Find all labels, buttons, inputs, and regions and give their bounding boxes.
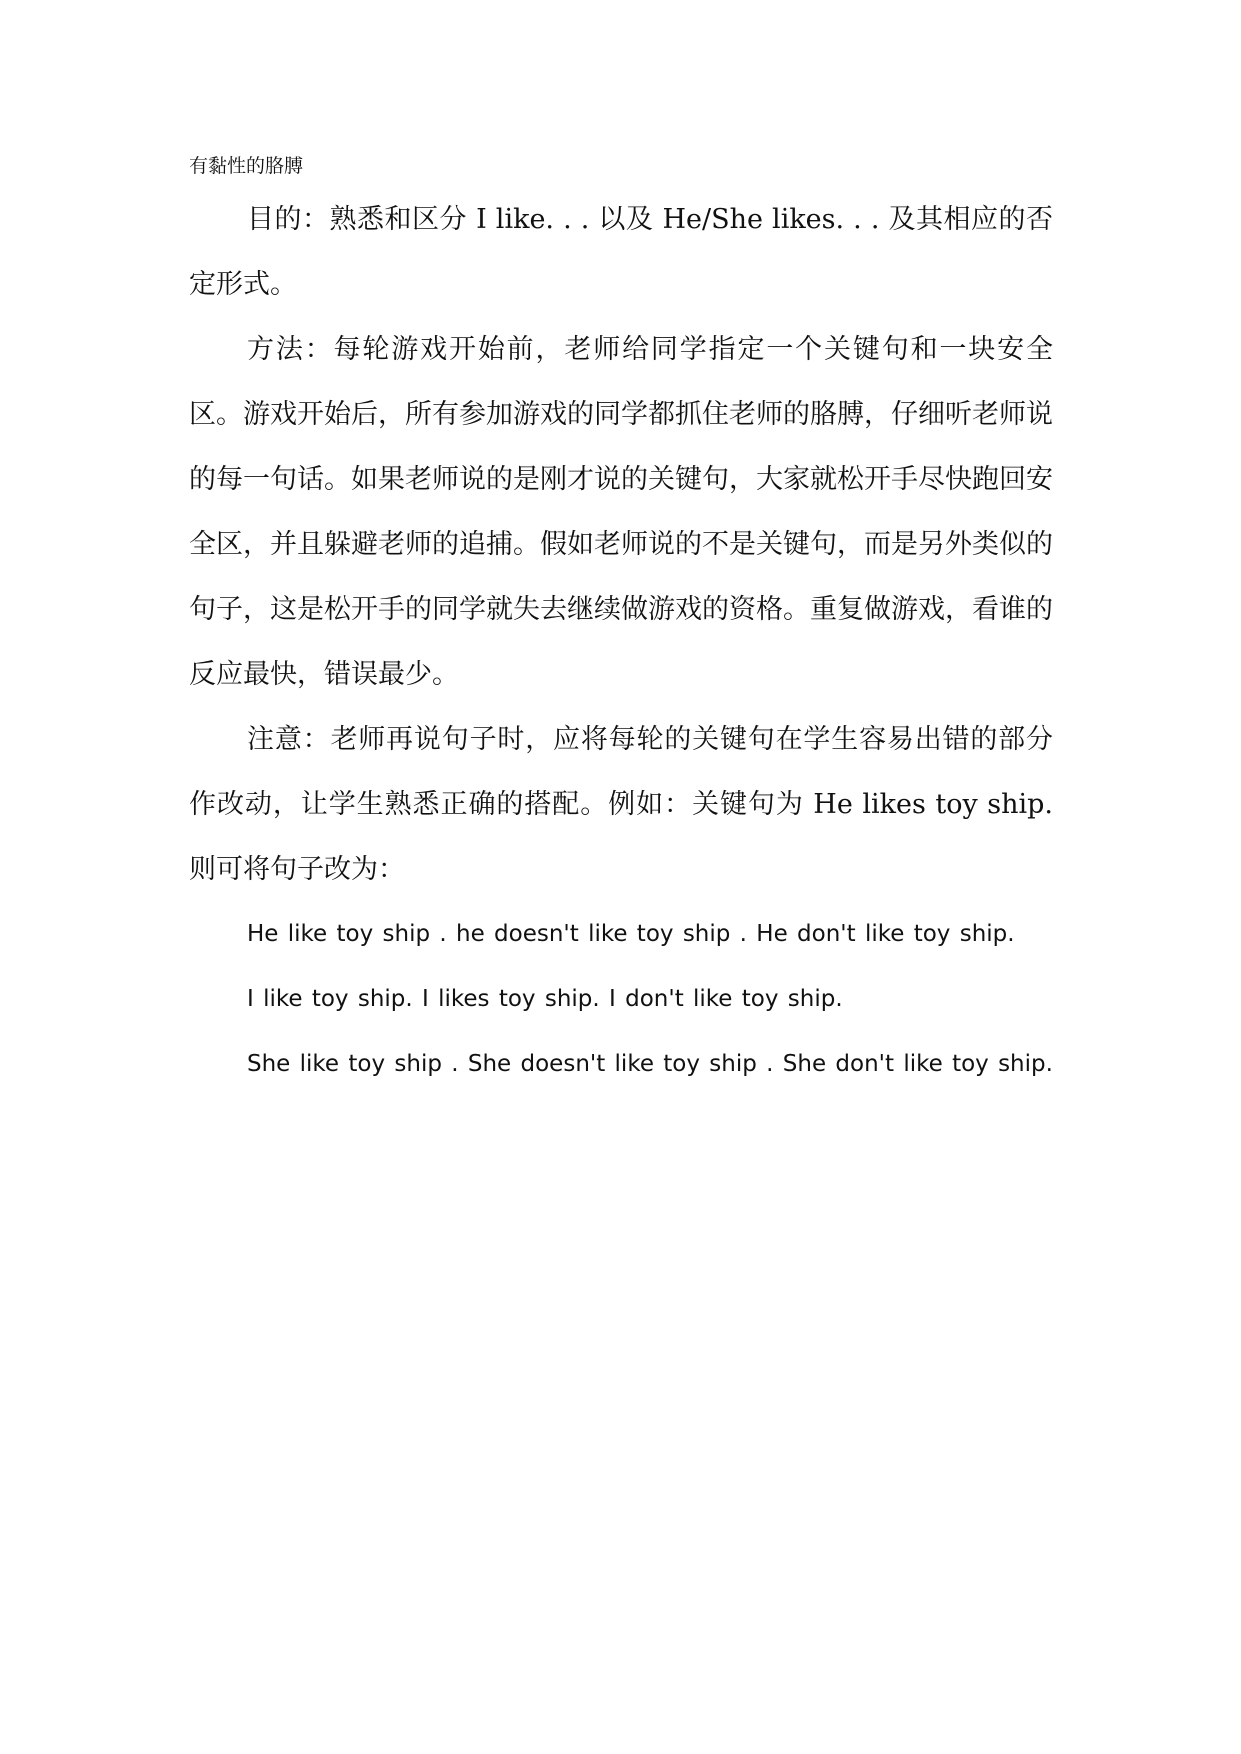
document-title: 有黏性的胳膊 <box>189 155 304 177</box>
paragraph-note: 注意：老师再说句子时，应将每轮的关键句在学生容易出错的部分作改动，让学生熟悉正确的搭配。例如：关键句为 He likes toy ship. 则可将句子改为： <box>189 724 1053 885</box>
example-sentences-i: I like toy ship. I likes toy ship. I don't like toy ship. <box>247 986 843 1012</box>
paragraph-method: 方法：每轮游戏开始前，老师给同学指定一个关键句和一块安全区。游戏开始后，所有参加游戏的同学都抓住老师的胳膊，仔细听老师说的每一句话。如果老师说的是刚才说的关键句，大家就松开手尽快跑回安全区，并且躲避老师的追捕。假如老师说的不是关键句，而是另外类似的句子，这是松开手的同学就失去继续做游戏的资格。重复做游戏，看谁的反应最快，错误最少。 <box>189 334 1053 690</box>
document-body <box>189 187 1053 1097</box>
example-sentences-he: He like toy ship . he doesn't like toy ship . He don't like toy ship. <box>247 921 1015 947</box>
paragraph-purpose: 目的：熟悉和区分 I like. . . 以及 He/She likes. . . 及其相应的否定形式。 <box>189 204 1053 300</box>
example-sentences-she: She like toy ship . She doesn't like toy ship . She don't like toy ship. <box>247 1051 1053 1077</box>
